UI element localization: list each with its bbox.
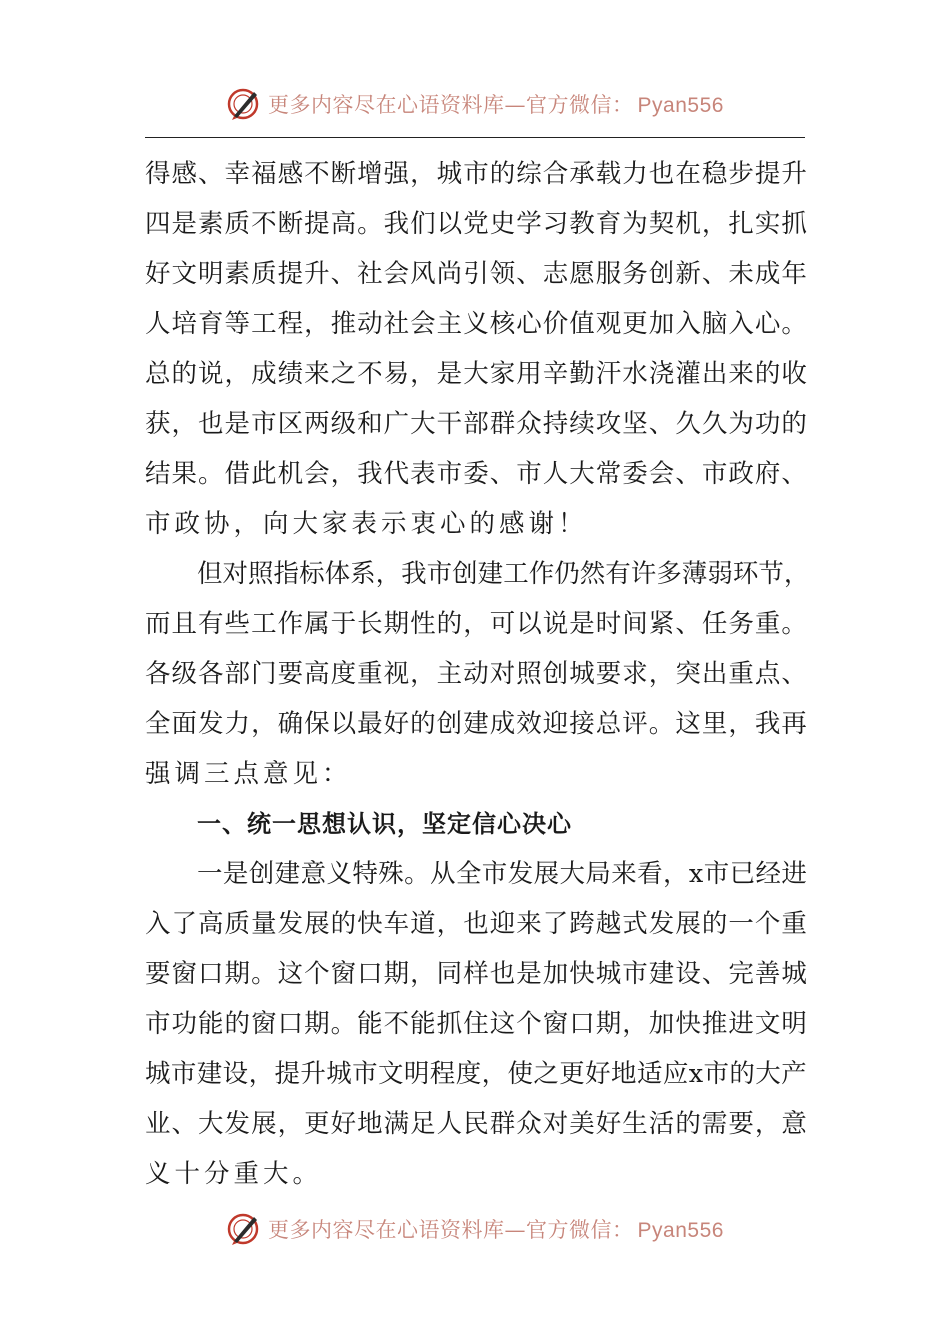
banner-main-text: 更多内容尽在心语资料库—: [268, 93, 527, 117]
text-line: 人 培 育 等 工 程 ， 推 动 社 会 主 义 核 心 价 值 观 更 加 入 脑 入 心 。: [145, 309, 807, 339]
banner-main-text: 更多内容尽在心语资料库—: [268, 1218, 527, 1242]
text-line: 全 面 发 力 ， 确 保 以 最 好 的 创 建 成 效 迎 接 总 评 。 这 里 ， 我 再: [145, 709, 807, 739]
text-line: 四 是 素 质 不 断 提 高 。 我 们 以 党 史 学 习 教 育 为 契 机 ， 扎 实 抓: [145, 209, 807, 239]
text-line: 获 ， 也 是 市 区 两 级 和 广 大 干 部 群 众 持 续 攻 坚 、 久 久 为 功 的: [145, 409, 807, 439]
text-line: 各 级 各 部 门 要 高 度 重 视 ， 主 动 对 照 创 城 要 求 ， 突 出 重 点 、: [145, 659, 807, 689]
pen-logo-icon: [226, 86, 262, 122]
banner-wechat-handle: Pyan556: [637, 94, 724, 117]
text-line: 而 且 有 些 工 作 属 于 长 期 性 的 ， 可 以 说 是 时 间 紧 、 任 务 重 。: [145, 609, 807, 639]
text-line: 要 窗 口 期 。 这 个 窗 口 期 ， 同 样 也 是 加 快 城 市 建 设 、 完 善 城: [145, 959, 807, 989]
text-line: 强调三点意见：: [145, 759, 352, 789]
document-body: [145, 149, 810, 1199]
banner-text: [268, 1214, 724, 1244]
text-line: 义十分重大。: [145, 1159, 323, 1189]
banner-wechat-label: 官方微信：: [526, 1218, 634, 1242]
banner-text: [268, 89, 724, 119]
header-banner: [0, 84, 950, 124]
text-line: 好 文 明 素 质 提 升 、 社 会 风 尚 引 领 、 志 愿 服 务 创 新 、 未 成 年: [145, 259, 807, 289]
text-line: 一 是 创 建 意 义 特 殊 。 从 全 市 发 展 大 局 来 看 ， x 市 已 经 进: [197, 859, 807, 889]
text-line: 总 的 说 ， 成 绩 来 之 不 易 ， 是 大 家 用 辛 勤 汗 水 浇 灌 出 来 的 收: [145, 359, 807, 389]
header-divider: [145, 137, 805, 138]
section-heading: 一、统一思想认识，坚定信心决心: [197, 810, 572, 838]
pen-logo-icon: [226, 1211, 262, 1247]
text-line: 结 果 。 借 此 机 会 ， 我 代 表 市 委 、 市 人 大 常 委 会 、 市 政 府 、: [145, 459, 807, 489]
footer-banner: [0, 1209, 950, 1249]
text-line: 市 功 能 的 窗 口 期 。 能 不 能 抓 住 这 个 窗 口 期 ， 加 快 推 进 文 明: [145, 1009, 807, 1039]
text-line: 业 、 大 发 展 ， 更 好 地 满 足 人 民 群 众 对 美 好 生 活 的 需 要 ， 意: [145, 1109, 807, 1139]
text-line: 但 对 照 指 标 体 系 ， 我 市 创 建 工 作 仍 然 有 许 多 薄 弱 环 节 ，: [197, 559, 810, 589]
text-line: 入 了 高 质 量 发 展 的 快 车 道 ， 也 迎 来 了 跨 越 式 发 展 的 一 个 重: [145, 909, 807, 939]
banner-wechat-handle: Pyan556: [637, 1219, 724, 1242]
banner-wechat-label: 官方微信：: [526, 93, 634, 117]
text-line: 得 感 、 幸 福 感 不 断 增 强 ， 城 市 的 综 合 承 载 力 也 在 稳 步 提 升: [145, 159, 807, 189]
text-line: 城 市 建 设 ， 提 升 城 市 文 明 程 度 ， 使 之 更 好 地 适 应 x 市 的 大 产: [145, 1059, 807, 1089]
text-line: 市政协，向大家表示衷心的感谢！: [145, 509, 588, 539]
